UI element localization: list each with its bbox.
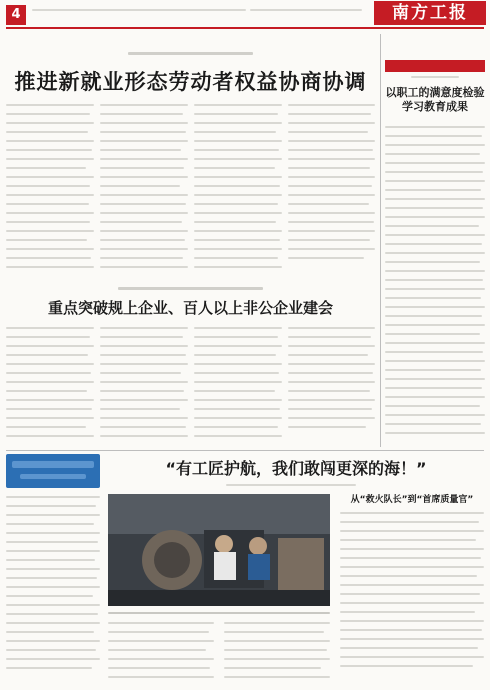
- page-header: [0, 0, 490, 28]
- sidebar-headline: 以职工的满意度检验学习教育成果: [385, 86, 485, 113]
- labor-section-logo-bar-two: [20, 474, 86, 479]
- right-column-heading: 从“救火队长”到“首席质量官”: [350, 495, 474, 505]
- article-one-headline: 推进新就业形态劳动者权益协商协调: [14, 70, 367, 94]
- page-number-badge: [6, 5, 26, 25]
- article-one-columns: [6, 102, 375, 282]
- article-one: [6, 34, 375, 284]
- section-divider: [6, 450, 484, 451]
- article-two-headline: 重点突破规上企业、百人以上非公企业建会: [47, 299, 333, 317]
- masthead: [374, 1, 486, 25]
- article-two-columns: [6, 325, 375, 445]
- labor-section-right-column: [340, 494, 484, 682]
- labor-section-headline: “有工匠护航，我们敢闯更深的海！”: [165, 459, 427, 478]
- labor-section-center-text: [108, 620, 330, 682]
- masthead-title: 南方工报: [392, 3, 468, 23]
- labor-section-logo-bar: [12, 461, 94, 468]
- article-two: [6, 285, 375, 450]
- workshop-photo: [108, 494, 330, 606]
- page-number: 4: [11, 7, 21, 22]
- column-divider: [380, 34, 381, 447]
- labor-section: [6, 454, 484, 686]
- labor-section-logo: [6, 454, 100, 488]
- workshop-photo-image: [108, 494, 330, 606]
- labor-section-left-text: [6, 494, 100, 682]
- sidebar-banner: [385, 60, 485, 72]
- sidebar-column: [385, 34, 485, 447]
